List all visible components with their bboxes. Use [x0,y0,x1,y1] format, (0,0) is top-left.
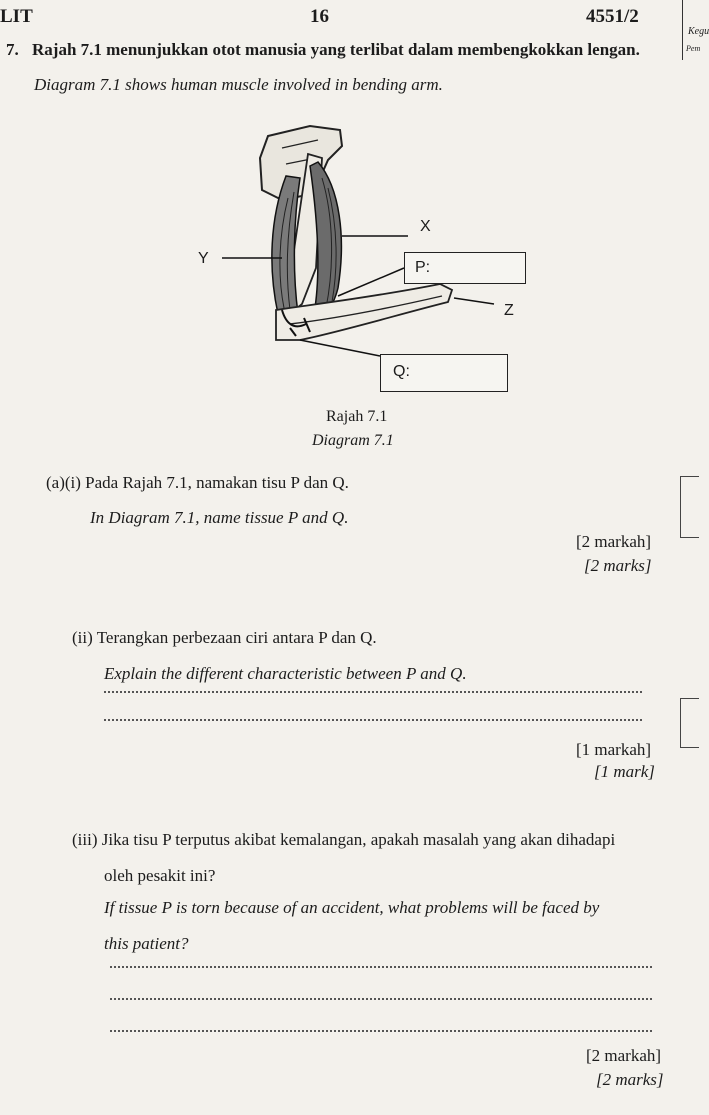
margin-heading: Kegu [688,26,709,37]
answer-box-q[interactable] [380,354,508,392]
answer-line-a-iii-1[interactable] [110,966,652,968]
part-a-ii-ms: (ii) Terangkan perbezaan ciri antara P dan Q. [72,628,377,647]
score-box-a-ii[interactable] [680,698,699,748]
answer-line-a-iii-2[interactable] [110,998,652,1000]
page-number: 16 [310,6,329,27]
paper-code: 4551/2 [586,6,639,27]
diagram-caption-ms: Rajah 7.1 [326,408,388,425]
part-a-iii-en-line1: If tissue P is torn because of an accident, what problems will be faced by [104,898,600,917]
part-a-iii-ms-line1: (iii) Jika tisu P terputus akibat kemalangan, apakah masalah yang akan dihadapi [72,830,616,849]
answer-box-p[interactable] [404,252,526,284]
question-intro-en: Diagram 7.1 shows human muscle involved in bending arm. [34,75,443,94]
part-a-i-en: In Diagram 7.1, name tissue P and Q. [90,508,349,527]
label-z: Z [504,302,514,319]
diagram-caption-en: Diagram 7.1 [312,432,394,449]
label-p: P: [415,259,431,276]
label-q: Q: [393,363,410,380]
part-a-ii-marks-en: [1 mark] [594,762,655,781]
label-y: Y [198,250,209,267]
part-a-iii-marks-ms: [2 markah] [586,1046,662,1065]
part-a-iii-ms-line2: oleh pesakit ini? [104,866,216,885]
question-intro-ms: Rajah 7.1 menunjukkan otot manusia yang terlibat dalam membengkokkan lengan. [32,40,640,59]
margin-subheading: Pem [686,44,701,53]
answer-line-a-ii-1[interactable] [104,691,642,693]
part-a-iii-marks-en: [2 marks] [596,1070,664,1089]
part-a-i-marks-en: [2 marks] [584,556,652,575]
part-a-ii-en: Explain the different characteristic between P and Q. [104,664,467,683]
question-number: 7. [6,40,19,59]
answer-line-a-iii-3[interactable] [110,1030,652,1032]
header-left: LIT [0,6,33,27]
answer-line-a-ii-2[interactable] [104,719,642,721]
part-a-i-marks-ms: [2 markah] [576,532,652,551]
part-a-iii-en-line2: this patient? [104,934,189,953]
score-box-a-i[interactable] [680,476,699,538]
margin-rule [682,0,683,60]
part-a-i-ms: (a)(i) Pada Rajah 7.1, namakan tisu P dan Q. [46,473,349,492]
label-x: X [420,218,431,235]
part-a-ii-marks-ms: [1 markah] [576,740,652,759]
arm-muscle-diagram [190,118,530,398]
